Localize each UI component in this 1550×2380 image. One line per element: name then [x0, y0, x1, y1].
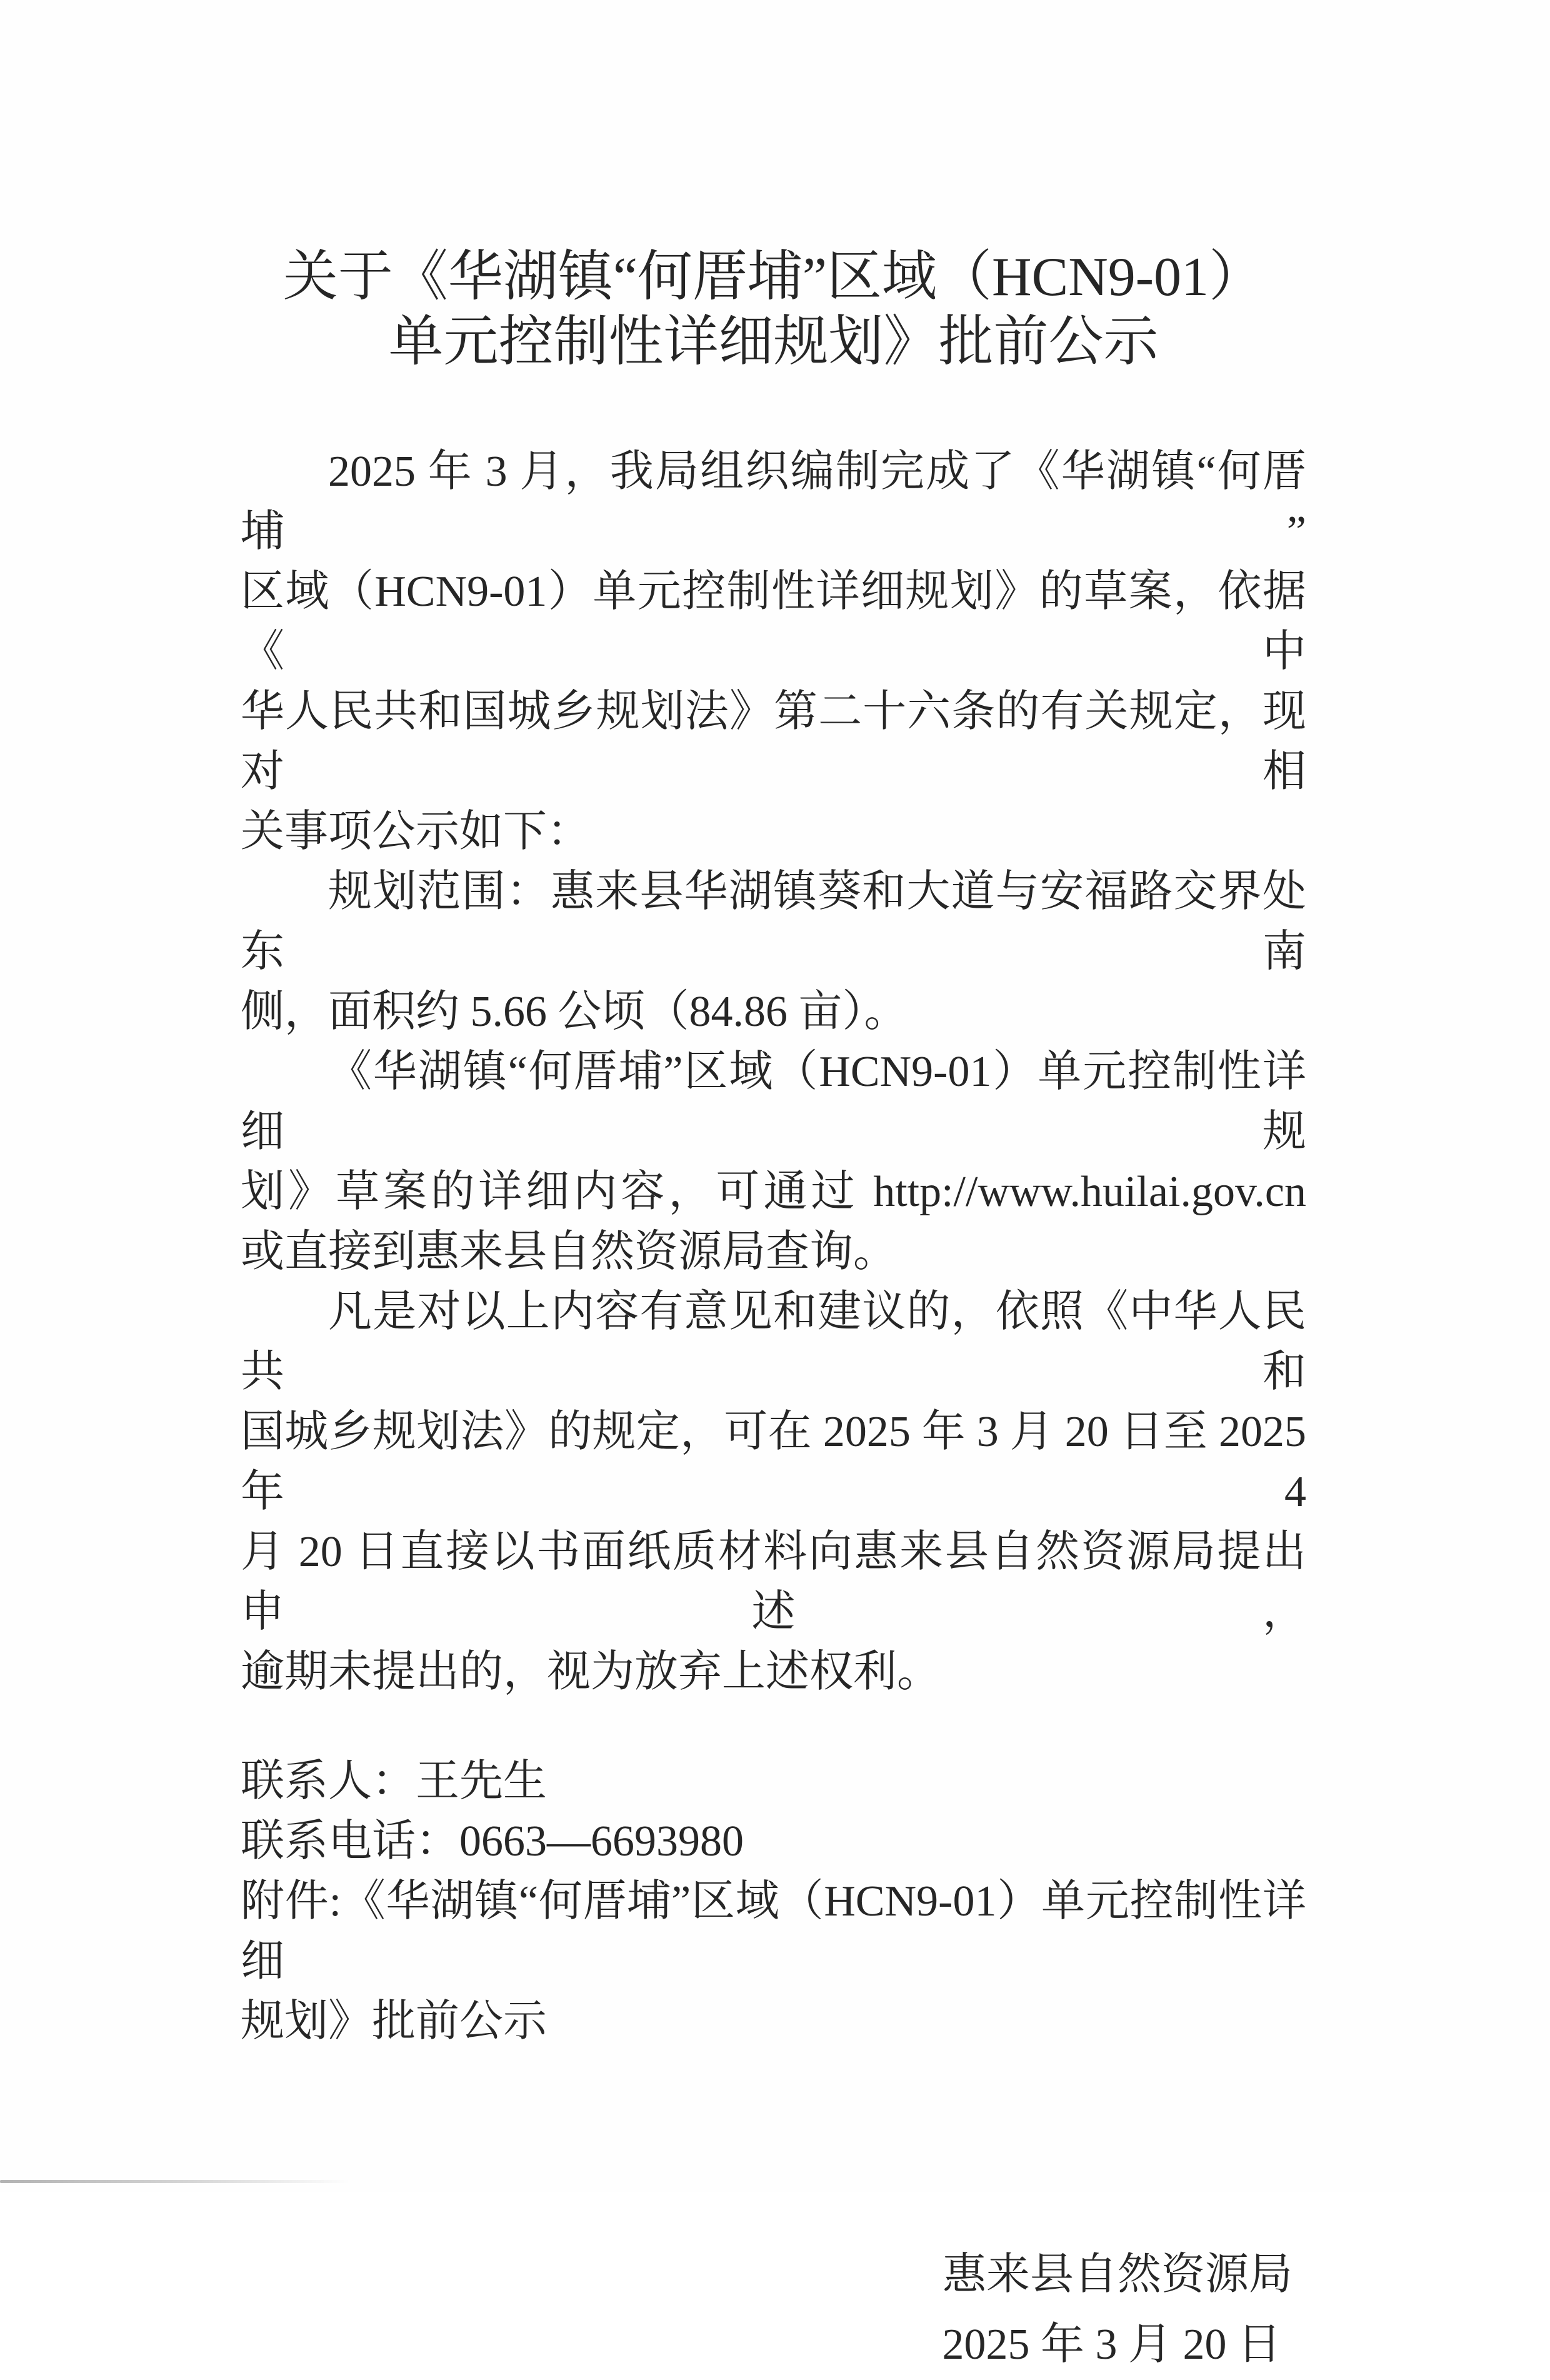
para-3-line-1: 《华湖镇“何厝埔”区域（HCN9-01）单元控制性详细规 — [241, 1048, 1306, 1156]
signature-date: 2025 年 3 月 20 日 — [942, 2321, 1281, 2369]
para-2-line-2: 侧，面积约 5.66 公顷（84.86 亩）。 — [241, 988, 908, 1036]
para-2-line-1: 规划范围：惠来县华湖镇葵和大道与安福路交界处东南 — [241, 868, 1306, 976]
para-3-line-2: 划》草案的详细内容，可通过 http://www.huilai.gov.cn — [241, 1168, 1306, 1216]
contact-phone-line: 联系电话：0663—6693980 — [241, 1817, 744, 1865]
attachment-line-1: 附件:《华湖镇“何厝埔”区域（HCN9-01）单元控制性详细 — [241, 1877, 1306, 1986]
para-1-line-2: 区域（HCN9-01）单元控制性详细规划》的草案，依据《中 — [241, 568, 1306, 676]
para-4-line-2: 国城乡规划法》的规定，可在 2025 年 3 月 20 日至 2025 年 4 — [241, 1408, 1306, 1516]
title-line-2: 单元控制性详细规划》批前公示 — [388, 312, 1159, 373]
para-1-line-4: 关事项公示如下： — [241, 808, 591, 856]
para-1-line-1: 2025 年 3 月，我局组织编制完成了《华湖镇“何厝埔” — [241, 448, 1306, 556]
document-title — [241, 245, 1306, 375]
title-line-1: 关于《华湖镇“何厝埔”区域（HCN9-01） — [282, 247, 1264, 308]
contact-person-line: 联系人：王先生 — [241, 1757, 547, 1805]
para-4-line-1: 凡是对以上内容有意见和建议的，依照《中华人民共和 — [241, 1288, 1306, 1396]
scan-artifact-line — [0, 2180, 350, 2183]
para-3-line-3: 或直接到惠来县自然资源局查询。 — [241, 1228, 897, 1276]
para-1-line-3: 华人民共和国城乡规划法》第二十六条的有关规定，现对相 — [241, 688, 1306, 796]
para-4-line-3: 月 20 日直接以书面纸质材料向惠来县自然资源局提出申述， — [241, 1528, 1306, 1636]
signature-block — [241, 2240, 1306, 2380]
attachment-line-2: 规划》批前公示 — [241, 1997, 547, 2046]
para-4-line-4: 逾期未提出的，视为放弃上述权利。 — [241, 1648, 941, 1696]
signature-agency: 惠来县自然资源局 — [942, 2251, 1292, 2299]
contact-block — [241, 1752, 1306, 2052]
document-body — [241, 442, 1306, 1702]
